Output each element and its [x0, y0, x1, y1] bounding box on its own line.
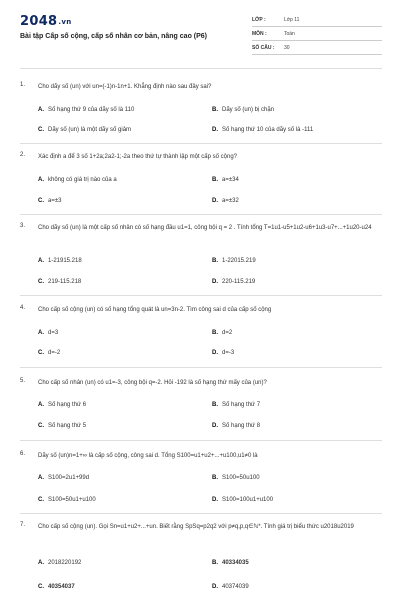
option-text: Số hạng thứ 9 của dãy số là 110: [48, 107, 135, 113]
question-text: Xác định a để 3 số 1+2a;2a2-1;-2a theo thứ tự thành lập một cấp số cộng?: [38, 154, 238, 160]
question-number: 7.: [20, 522, 26, 528]
option-d[interactable]: [212, 279, 255, 288]
option-letter: B.: [212, 107, 218, 113]
option-b[interactable]: [212, 560, 249, 569]
option-d[interactable]: [212, 584, 249, 593]
option-text: S100=50u100: [222, 475, 260, 481]
option-text: 220-115.219: [222, 279, 256, 285]
question-divider: [20, 367, 382, 368]
option-a[interactable]: [38, 258, 82, 267]
option-letter: D.: [212, 127, 218, 133]
option-text: 1-21915.218: [48, 258, 82, 264]
meta-subject: [252, 30, 382, 41]
option-text: d=2: [222, 330, 233, 336]
page-header: [0, 0, 400, 70]
option-letter: D.: [212, 350, 218, 356]
meta-value: Toán: [284, 31, 295, 37]
page-title: Bài tập Cấp số cộng, cấp số nhân cơ bản, nâng cao (P6): [20, 33, 208, 40]
option-d[interactable]: [212, 350, 234, 359]
option-letter: B.: [212, 258, 218, 264]
question-divider: [20, 295, 382, 296]
option-letter: C.: [38, 350, 44, 356]
option-text: S100=100u1+u100: [222, 497, 274, 503]
option-b[interactable]: [212, 402, 260, 411]
option-letter: D.: [212, 279, 218, 285]
option-text: Dãy số (un) bị chặn: [222, 107, 275, 113]
question-number: 2.: [20, 152, 26, 158]
option-letter: B.: [212, 560, 218, 566]
option-text: d=-2: [48, 350, 61, 356]
question-divider: [20, 143, 382, 144]
option-b[interactable]: [212, 330, 232, 339]
meta-question-count: [252, 44, 382, 55]
question-text: Cho cấp số nhân (un) có u1=-3, công bội q=-2. Hỏi -192 là số hạng thứ mấy của (un)?: [38, 380, 267, 386]
option-c[interactable]: [38, 423, 86, 432]
option-text: 1-22015.219: [222, 258, 256, 264]
option-letter: D.: [212, 423, 218, 429]
question-text: Cho dãy số (un) với un=(-1)n-1n+1. Khẳng định nào sau đây sai?: [38, 84, 212, 90]
option-text: 2018220192: [48, 560, 82, 566]
option-letter: B.: [212, 330, 218, 336]
option-a[interactable]: [38, 560, 81, 569]
option-letter: C.: [38, 423, 44, 429]
question-4: [20, 305, 382, 365]
option-text: Số hạng thứ 8: [222, 423, 261, 429]
option-text: d=-3: [222, 350, 235, 356]
option-text: 40334035: [222, 560, 249, 566]
option-text: Số hạng thứ 10 của dãy số là -111: [222, 127, 314, 133]
option-text: a=±3: [48, 198, 62, 204]
site-logo[interactable]: [20, 14, 72, 29]
option-text: không có giá trị nào của a: [48, 177, 117, 183]
option-b[interactable]: [212, 475, 260, 484]
option-letter: A.: [38, 107, 44, 113]
option-a[interactable]: [38, 402, 86, 411]
question-number: 5.: [20, 378, 26, 384]
option-letter: C.: [38, 127, 44, 133]
header-divider: [20, 68, 382, 69]
option-text: a=±34: [222, 177, 239, 183]
option-letter: C.: [38, 497, 44, 503]
option-text: d=3: [48, 330, 59, 336]
option-b[interactable]: [212, 258, 256, 267]
logo-text: 2048: [20, 14, 58, 29]
option-text: Số hạng thứ 7: [222, 402, 261, 408]
meta-value: 30: [284, 45, 290, 51]
option-a[interactable]: [38, 330, 58, 339]
option-text: Số hạng thứ 5: [48, 423, 87, 429]
option-text: S100=2u1+99d: [48, 475, 90, 481]
question-divider: [20, 214, 382, 215]
option-text: 219-115.218: [48, 279, 82, 285]
option-d[interactable]: [212, 127, 313, 136]
question-number: 4.: [20, 305, 26, 311]
question-divider: [20, 440, 382, 441]
option-text: 40354037: [48, 584, 75, 590]
option-a[interactable]: [38, 475, 89, 484]
option-b[interactable]: [212, 107, 274, 116]
logo-suffix: .vn: [58, 18, 72, 26]
meta-key: MÔN :: [252, 31, 267, 37]
option-text: 40374039: [222, 584, 249, 590]
option-letter: B.: [212, 177, 218, 183]
option-letter: A.: [38, 258, 44, 264]
meta-key: LỚP :: [252, 17, 266, 23]
option-a[interactable]: [38, 107, 134, 116]
option-letter: C.: [38, 198, 44, 204]
option-text: S100=50u1+u100: [48, 497, 96, 503]
option-a[interactable]: [38, 177, 117, 186]
option-letter: B.: [212, 402, 218, 408]
option-letter: A.: [38, 402, 44, 408]
option-c[interactable]: [38, 127, 131, 136]
option-letter: D.: [212, 584, 218, 590]
option-d[interactable]: [212, 198, 239, 207]
option-letter: A.: [38, 330, 44, 336]
question-number: 3.: [20, 223, 26, 229]
meta-class: [252, 16, 382, 27]
option-b[interactable]: [212, 177, 239, 186]
question-number: 6.: [20, 451, 26, 457]
question-text: Cho cấp số cộng (un). Gọi Sn=u1+u2+...+un. Biết rằng SpSq=p2q2 với p≠q,p,q∈ℕ*. Tính giá trị biểu thức u2018u2019: [38, 524, 354, 530]
option-c[interactable]: [38, 584, 75, 593]
option-c[interactable]: [38, 279, 81, 288]
option-letter: A.: [38, 177, 44, 183]
option-letter: D.: [212, 497, 218, 503]
question-text: Cho cấp số cộng (un) có số hạng tổng quát là un=3n-2. Tìm công sai d của cấp số cộng: [38, 307, 272, 313]
option-c[interactable]: [38, 350, 60, 359]
option-letter: C.: [38, 279, 44, 285]
question-number: 1.: [20, 82, 26, 88]
option-letter: C.: [38, 584, 44, 590]
question-text: Cho dãy số (un) là một cấp số nhân có số hạng đầu u1=1, công bội q = 2 . Tính tổng T=1u1-u5+1u2-u6+1u3-u7+...+1u20-u24: [38, 225, 372, 231]
question-divider: [20, 513, 382, 514]
option-d[interactable]: [212, 497, 273, 506]
meta-value: Lớp 11: [284, 17, 300, 23]
option-letter: D.: [212, 198, 218, 204]
option-c[interactable]: [38, 497, 96, 506]
option-text: Số hạng thứ 6: [48, 402, 87, 408]
option-d[interactable]: [212, 423, 260, 432]
meta-key: SỐ CÂU :: [252, 45, 275, 51]
option-letter: B.: [212, 475, 218, 481]
option-c[interactable]: [38, 198, 61, 207]
question-text: Dãy số (un)n=1+∞ là cấp số cộng, công sai d. Tổng S100=u1+u2+...+u100,u1≠0 là: [38, 453, 258, 459]
option-letter: A.: [38, 475, 44, 481]
option-letter: A.: [38, 560, 44, 566]
option-text: a=±32: [222, 198, 239, 204]
option-text: Dãy số (un) là một dãy số giảm: [48, 127, 132, 133]
